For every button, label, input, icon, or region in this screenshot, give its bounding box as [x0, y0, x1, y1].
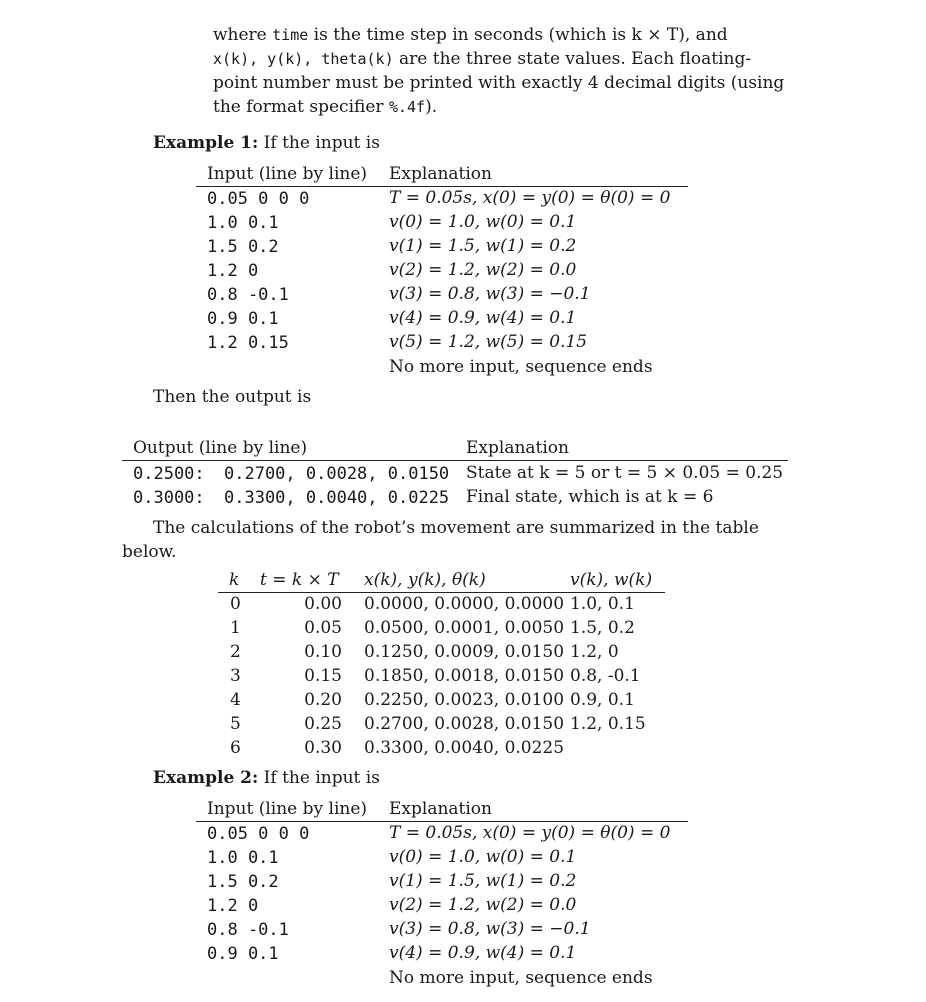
- ex1-row-explanation: v(0) = 1.0, w(0) = 0.1: [389, 212, 577, 232]
- mv-header-k: k: [229, 570, 240, 590]
- intro-line-4: the format specifier %.4f).: [213, 97, 438, 117]
- mv-row-t: 0.20: [304, 690, 342, 710]
- mv-row-k: 5: [230, 714, 241, 734]
- mv-row-k: 6: [230, 738, 241, 758]
- ex1-row-explanation: v(4) = 0.9, w(4) = 0.1: [389, 308, 577, 328]
- mv-row-state: 0.0500, 0.0001, 0.0050: [364, 618, 565, 638]
- mv-row-k: 0: [230, 594, 241, 614]
- mv-row-vw: 1.2, 0: [570, 642, 619, 662]
- summary-line-1: The calculations of the robot’s movement are summarized in the table: [153, 518, 759, 538]
- ex1-row-explanation: v(5) = 1.2, w(5) = 0.15: [389, 332, 588, 352]
- ex2-row-input: 1.2 0: [207, 896, 259, 916]
- ex2-col-input: Input (line by line): [207, 799, 368, 819]
- code-format: %.4f: [388, 98, 426, 116]
- mv-row-vw: 0.9, 0.1: [570, 690, 635, 710]
- ex2-end-note: No more input, sequence ends: [389, 968, 653, 988]
- output-row-state: 0.2700, 0.0028, 0.0150: [224, 464, 450, 484]
- mv-row-t: 0.30: [304, 738, 342, 758]
- mv-row-k: 2: [230, 642, 241, 662]
- mv-row-state: 0.2250, 0.0023, 0.0100: [364, 690, 565, 710]
- mv-row-vw: 0.8, -0.1: [570, 666, 641, 686]
- ex1-end-note: No more input, sequence ends: [389, 357, 653, 377]
- ex2-row-explanation: T = 0.05s, x(0) = y(0) = θ(0) = 0: [389, 823, 671, 843]
- mv-row-k: 1: [230, 618, 241, 638]
- mv-header-t: t = k × T: [260, 570, 339, 590]
- intro-line-1: where time is the time step in seconds (which is k × T), and: [213, 25, 728, 45]
- summary-line-2: below.: [122, 542, 177, 562]
- output-row-explanation: State at k = 5 or t = 5 × 0.05 = 0.25: [466, 463, 784, 483]
- mv-row-t: 0.25: [304, 714, 342, 734]
- ex2-row-explanation: v(0) = 1.0, w(0) = 0.1: [389, 847, 577, 867]
- ex2-col-explanation: Explanation: [389, 799, 492, 819]
- ex2-row-explanation: v(2) = 1.2, w(2) = 0.0: [389, 895, 577, 915]
- intro-paragraph: [213, 23, 785, 119]
- code-time: time: [272, 26, 309, 44]
- output-col-explanation: Explanation: [466, 438, 569, 458]
- ex1-col-explanation: Explanation: [389, 164, 492, 184]
- output-row-time: 0.3000:: [133, 488, 205, 508]
- mv-row-state: 0.2700, 0.0028, 0.0150: [364, 714, 565, 734]
- code-state-vars: x(k), y(k), theta(k): [213, 50, 394, 68]
- intro-line-2: x(k), y(k), theta(k) are the three state values. Each floating-: [213, 49, 752, 69]
- mv-header-state: x(k), y(k), θ(k): [364, 570, 486, 590]
- ex2-row-input: 1.5 0.2: [207, 872, 279, 892]
- mv-row-t: 0.10: [304, 642, 342, 662]
- then-output-text: Then the output is: [153, 387, 312, 407]
- ex2-row-explanation: v(4) = 0.9, w(4) = 0.1: [389, 943, 577, 963]
- mv-row-k: 3: [230, 666, 241, 686]
- ex1-row-input: 1.2 0.15: [207, 333, 289, 353]
- ex2-row-input: 0.9 0.1: [207, 944, 279, 964]
- mv-row-vw: 1.5, 0.2: [570, 618, 635, 638]
- mv-row-t: 0.05: [304, 618, 342, 638]
- mv-row-vw: 1.2, 0.15: [570, 714, 646, 734]
- ex1-row-explanation: T = 0.05s, x(0) = y(0) = θ(0) = 0: [389, 188, 671, 208]
- ex1-row-input: 1.5 0.2: [207, 237, 279, 257]
- mv-row-t: 0.15: [304, 666, 342, 686]
- ex2-row-explanation: v(1) = 1.5, w(1) = 0.2: [389, 871, 577, 891]
- ex1-row-input: 1.0 0.1: [207, 213, 279, 233]
- mv-row-state: 0.3300, 0.0040, 0.0225: [364, 738, 565, 758]
- output-row-explanation: Final state, which is at k = 6: [466, 487, 714, 507]
- example-1-heading: Example 1: If the input is: [153, 133, 380, 153]
- ex2-row-explanation: v(3) = 0.8, w(3) = −0.1: [389, 919, 591, 939]
- example-2-heading: Example 2: If the input is: [153, 768, 380, 788]
- mv-row-k: 4: [230, 690, 241, 710]
- ex2-row-input: 0.8 -0.1: [207, 920, 289, 940]
- mv-row-t: 0.00: [304, 594, 342, 614]
- output-row-time: 0.2500:: [133, 464, 205, 484]
- ex1-row-explanation: v(1) = 1.5, w(1) = 0.2: [389, 236, 577, 256]
- ex1-row-input: 0.9 0.1: [207, 309, 279, 329]
- output-col-output: Output (line by line): [133, 438, 308, 458]
- ex1-row-input: 1.2 0: [207, 261, 259, 281]
- output-row-state: 0.3300, 0.0040, 0.0225: [224, 488, 450, 508]
- ex1-row-explanation: v(3) = 0.8, w(3) = −0.1: [389, 284, 591, 304]
- ex1-row-input: 0.05 0 0 0: [207, 189, 310, 209]
- ex2-row-input: 0.05 0 0 0: [207, 824, 310, 844]
- ex1-row-input: 0.8 -0.1: [207, 285, 289, 305]
- mv-row-state: 0.0000, 0.0000, 0.0000: [364, 594, 565, 614]
- intro-line-3: point number must be printed with exactly 4 decimal digits (using: [213, 73, 785, 93]
- mv-row-state: 0.1850, 0.0018, 0.0150: [364, 666, 565, 686]
- ex2-row-input: 1.0 0.1: [207, 848, 279, 868]
- ex1-row-explanation: v(2) = 1.2, w(2) = 0.0: [389, 260, 577, 280]
- mv-header-vw: v(k), w(k): [570, 570, 653, 590]
- mv-row-vw: 1.0, 0.1: [570, 594, 635, 614]
- mv-row-state: 0.1250, 0.0009, 0.0150: [364, 642, 565, 662]
- ex1-col-input: Input (line by line): [207, 164, 368, 184]
